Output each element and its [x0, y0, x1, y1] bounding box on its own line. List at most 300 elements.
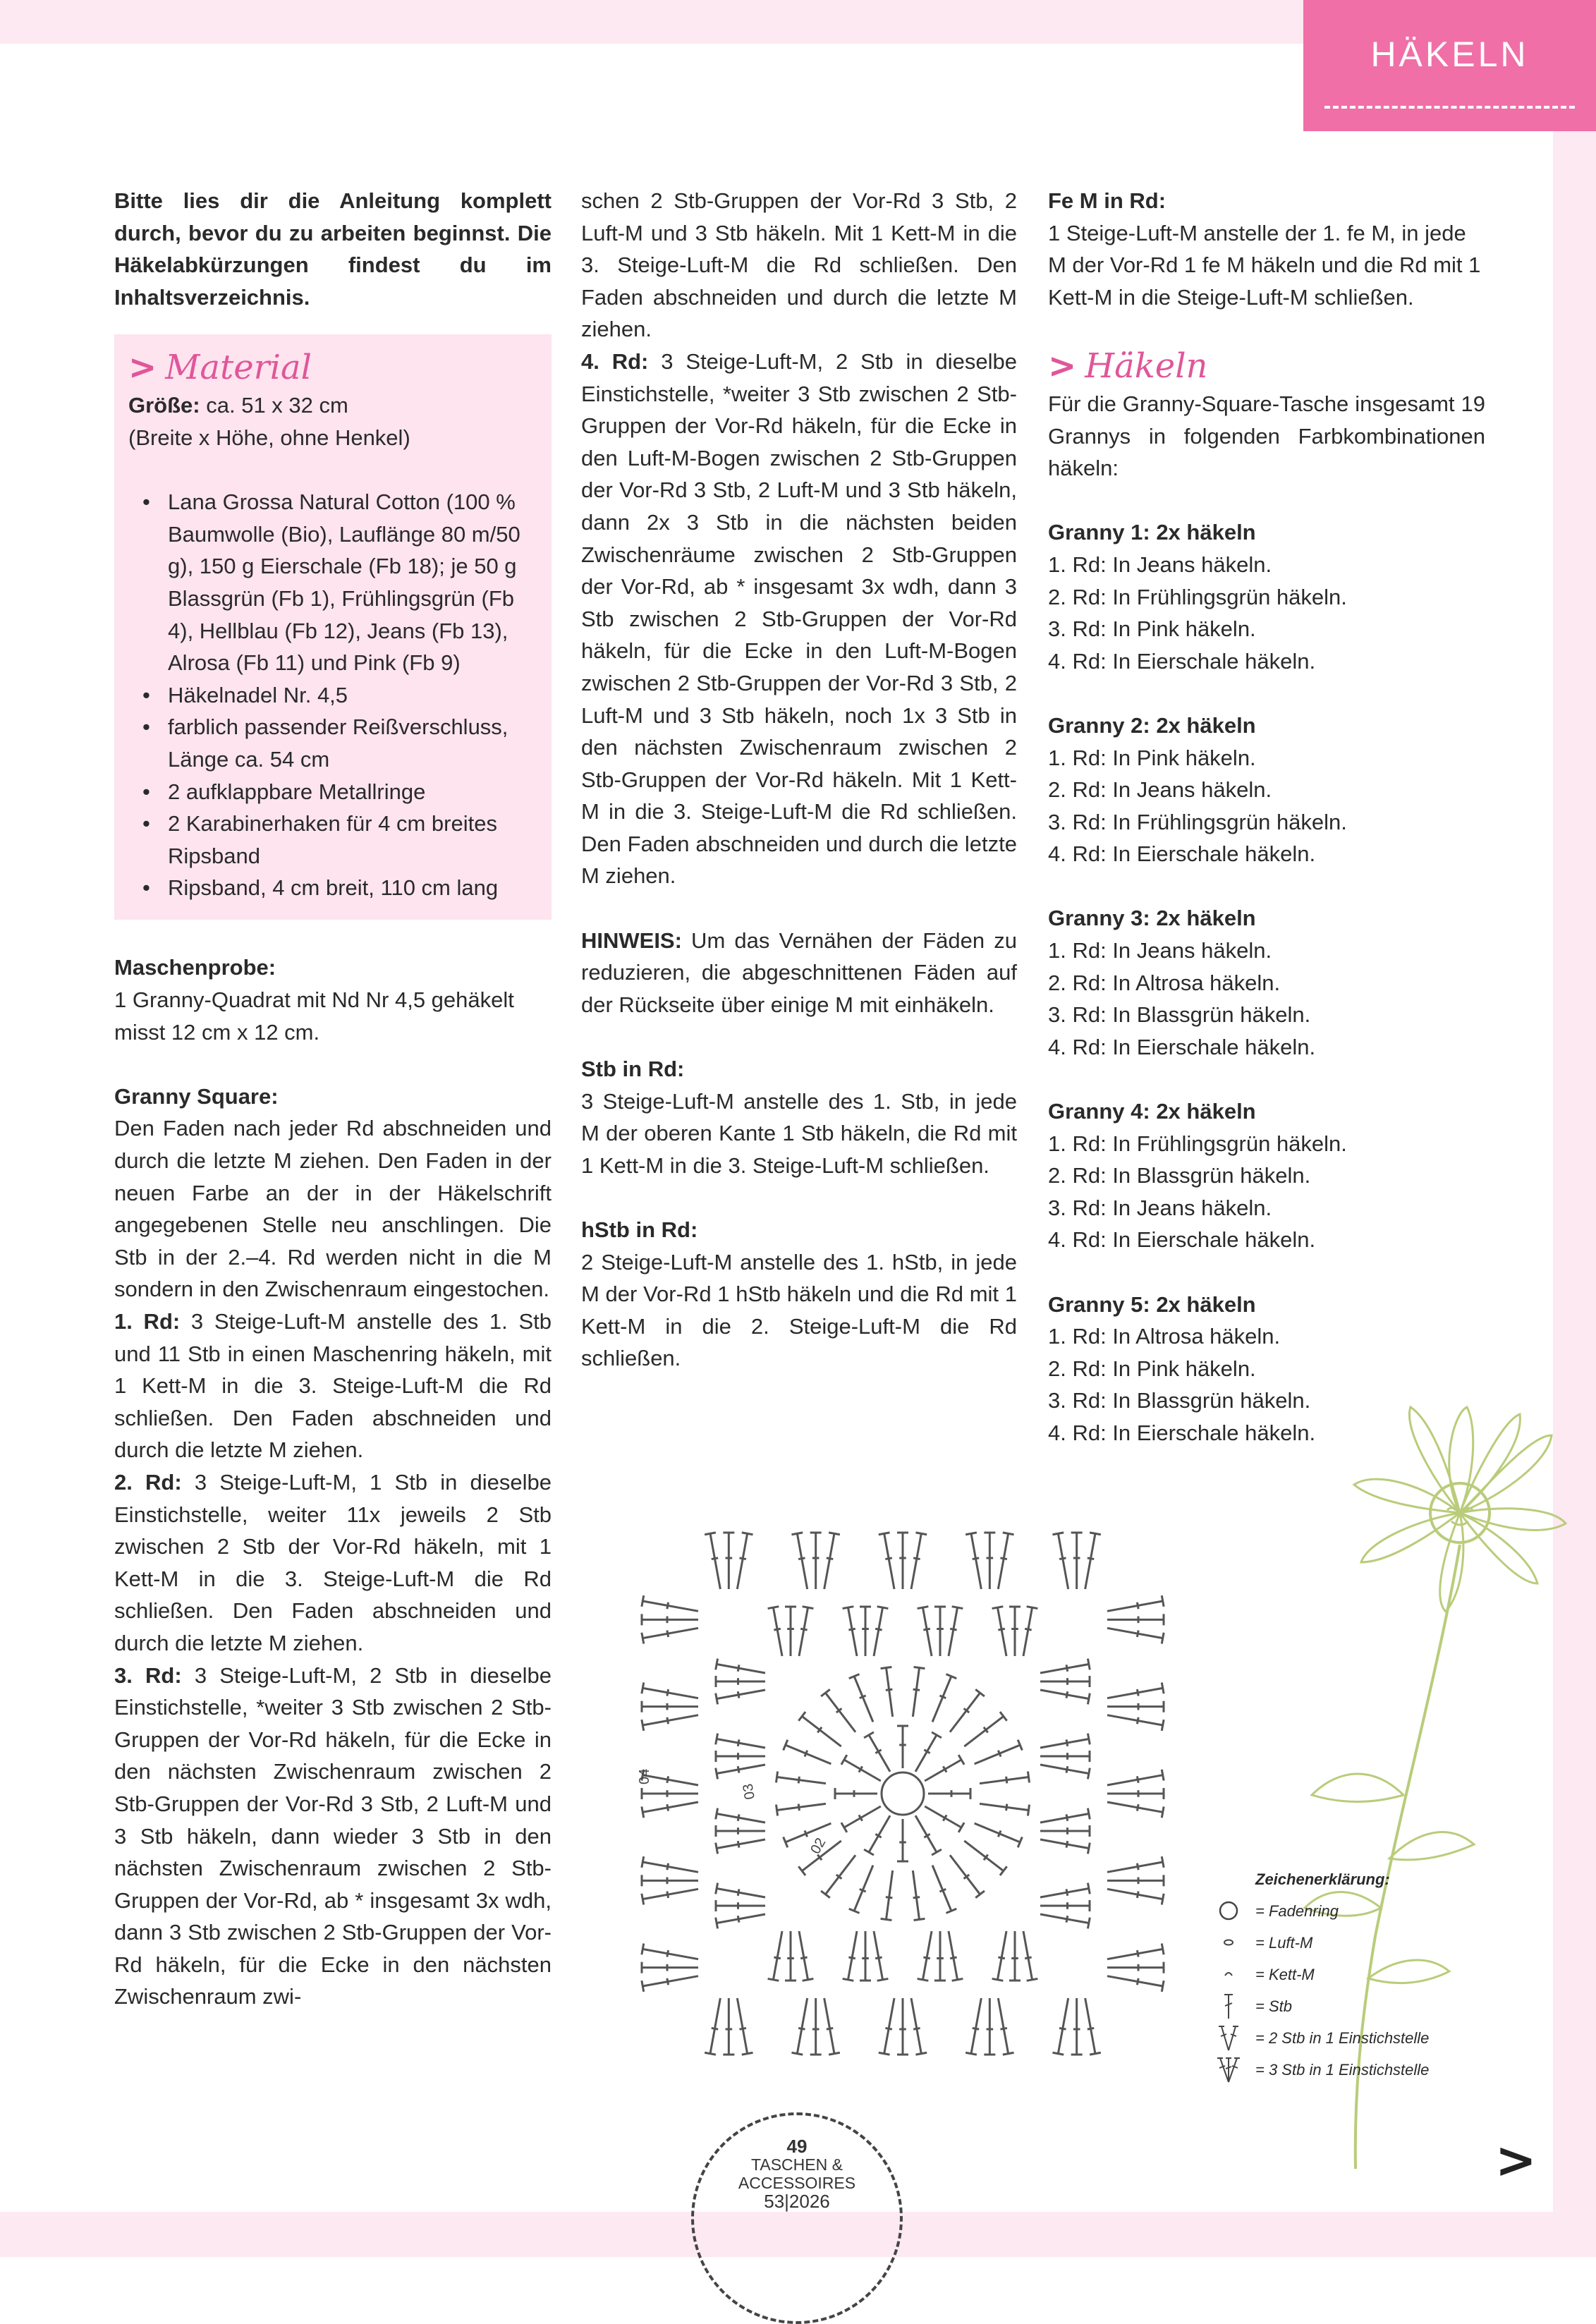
- round2-stitch-cap: [776, 1805, 777, 1816]
- round4-stitch-cap: [705, 1533, 716, 1535]
- round3-stitch-cap: [843, 1607, 854, 1609]
- granny-row: 3. Rd: In Pink häkeln.: [1048, 616, 1256, 642]
- round3-stitch-bar: [1066, 1691, 1068, 1698]
- round3-stitch-cap: [716, 1659, 718, 1670]
- round2-stitch-bar: [1006, 1804, 1007, 1811]
- granny-row: 1. Rd: In Jeans häkeln.: [1048, 938, 1272, 963]
- round2-stitch: [975, 1745, 1021, 1764]
- round4-stitch-cap: [791, 1533, 803, 1535]
- legend-text: = Stb: [1255, 1997, 1292, 2015]
- round4-stitch: [971, 1998, 981, 2054]
- stb-heading-text: Stb in Rd:: [581, 1057, 685, 1082]
- round4-stitch-cap: [642, 1682, 644, 1693]
- round1-stitch-bar: [943, 1815, 946, 1820]
- round2-stitch-bar: [860, 1889, 866, 1892]
- round3-stitch-cap: [877, 1978, 889, 1981]
- round4-stitch-bar: [1137, 1891, 1138, 1897]
- magazine-name-1: TASCHEN &: [751, 2155, 843, 2174]
- round4-stitch: [1107, 1802, 1163, 1812]
- round3-stitch: [1040, 1813, 1089, 1823]
- round4-stitch-bar: [827, 1558, 833, 1559]
- round3-stitch: [949, 1607, 958, 1656]
- magic-ring-icon: [1213, 1895, 1248, 1927]
- round3-stitch: [874, 1931, 883, 1980]
- round4-stitch-bar: [1000, 2028, 1006, 2029]
- round2-stitch: [950, 1855, 980, 1894]
- round2-stitch: [950, 1693, 980, 1732]
- round3-stitch-cap: [716, 1808, 718, 1820]
- round4-stitch: [642, 1715, 698, 1725]
- round3-stitch-cap: [768, 1978, 779, 1981]
- round-4: [581, 346, 1017, 892]
- round4-stitch: [1107, 1775, 1163, 1785]
- granny-title: Granny 5: 2x häkeln: [1048, 1291, 1256, 1317]
- round4-stitch-cap: [742, 1533, 753, 1535]
- round2-stitch: [777, 1803, 826, 1810]
- round3-stitch: [717, 1813, 765, 1823]
- round-4-label: 4. Rd:: [581, 348, 649, 374]
- round3-stitch-bar: [923, 1957, 930, 1959]
- round-1: [114, 1306, 552, 1466]
- granny-row: 2. Rd: In Blassgrün häkeln.: [1048, 1163, 1311, 1188]
- round3-stitch: [848, 1607, 857, 1656]
- round4-stitch-cap: [1003, 2052, 1014, 2055]
- round1-stitch-bar: [875, 1834, 881, 1837]
- round4-stitch: [1107, 1949, 1163, 1959]
- round3-stitch: [1023, 1607, 1032, 1656]
- round4-stitch-cap: [642, 1856, 644, 1868]
- round3-stitch: [1040, 1765, 1089, 1774]
- round3-stitch-cap: [1088, 1843, 1090, 1854]
- round4-stitch: [642, 1802, 698, 1812]
- round4-stitch-bar: [667, 1717, 669, 1724]
- round4-stitch-cap: [1162, 1682, 1164, 1693]
- round4-stitch-bar: [739, 1558, 745, 1559]
- section-label: HÄKELN: [1370, 35, 1529, 74]
- material-item: • Lana Grossa Natural Cotton (100 % Baumwolle (Bio), Lauflänge 80 m/50 g), 150 g Eierschale (Fb 18); je 50 g Blassgrün (Fb 1), Frühlingsgrün (Fb 4), Hellblau (Fb 12), Jeans (Fb 13), Alrosa (Fb 11) und Pink (Fb 9): [128, 486, 537, 679]
- hint-text: Um das Vernähen der Fäden zu reduzieren, die abgeschnittenen Fäden auf der Rückseite über einige M mit einhäkeln.: [581, 927, 1017, 1017]
- round4-stitch-bar: [1059, 1558, 1066, 1559]
- round2-stitch: [777, 1777, 826, 1784]
- round1-stitch-bar: [859, 1766, 863, 1772]
- round-3-text: 3 Steige-Luft-M, 2 Stb in dieselbe Einstichstelle, *weiter 3 Stb zwischen 2 Stb-Gruppen der Vor-Rd häkeln, für die Ecke in den nächsten Zwischenraum zwischen 2 Stb-Gruppen der Vor-Rd 3 Stb, 2 Luft-M und 3 Stb häkeln, dann wieder 3 Stb in den nächsten Zwischenraum zwischen 2 Stb-Gruppen der Vor-Rd, ab * insgesamt 3x wdh, dann 3 Stb zwischen 2 Stb-Gruppen der Vor-Rd häkeln, für die Ecke in den nächsten Zwischenraum zwi-: [114, 1662, 552, 2009]
- legend-text: = 3 Stb in 1 Einstichstelle: [1255, 2061, 1430, 2079]
- page-badge-text: [705, 2137, 889, 2210]
- round3-stitch: [1040, 1664, 1089, 1673]
- round2-stitch: [932, 1866, 951, 1911]
- round3-stitch-cap: [716, 1843, 718, 1854]
- chevron-right-icon: >: [1048, 346, 1077, 386]
- round4-stitch-bar: [1137, 1689, 1138, 1696]
- round2-stitch: [980, 1777, 1028, 1784]
- round3-stitch-cap: [918, 1607, 929, 1609]
- round4-stitch: [824, 1533, 834, 1589]
- round3-stitch-bar: [800, 1629, 807, 1630]
- round3-stitch: [997, 1607, 1006, 1656]
- round4-stitch-cap: [1162, 1770, 1164, 1781]
- round4-stitch: [1058, 1533, 1068, 1589]
- round3-stitch-cap: [952, 1978, 963, 1981]
- round4-stitch: [642, 1628, 698, 1638]
- round3-stitch-bar: [1066, 1739, 1068, 1746]
- round2-stitch-bar: [998, 1751, 1001, 1757]
- intro-text: Bitte lies dir die Anleitung komplett durch, bevor du zu arbeiten beginnst. Die Häkelabkürzungen findest du im Inhaltsverzeichnis.: [114, 188, 552, 310]
- round3-stitch-bar: [774, 1957, 780, 1959]
- magazine-name-2: ACCESSOIRES: [738, 2174, 856, 2192]
- round2-stitch: [825, 1693, 855, 1732]
- round2-stitch-bar: [886, 1689, 893, 1690]
- legend-text: = 2 Stb in 1 Einstichstelle: [1255, 2029, 1430, 2047]
- round3-stitch: [1040, 1914, 1089, 1923]
- round4-stitch-bar: [667, 1863, 669, 1870]
- round3-stitch-bar: [774, 1629, 780, 1630]
- round4-stitch-bar: [1137, 1776, 1138, 1782]
- round2-stitch-cap: [776, 1772, 777, 1783]
- round4-stitch-cap: [642, 1806, 644, 1818]
- round3-stitch-cap: [1088, 1768, 1090, 1779]
- round3-stitch: [922, 1931, 932, 1980]
- section-divider: [1324, 106, 1575, 109]
- granny-title: Granny 1: 2x häkeln: [1048, 520, 1256, 545]
- round2-stitch-cap: [914, 1918, 925, 1920]
- round4-stitch-cap: [1162, 1981, 1164, 1992]
- legend-text: = Fadenring: [1255, 1902, 1339, 1920]
- round4-stitch: [642, 1949, 698, 1959]
- round4-stitch-cap: [879, 1533, 890, 1535]
- round4-stitch-bar: [798, 1558, 805, 1559]
- round4-stitch-bar: [667, 1978, 669, 1985]
- spacer: [114, 1048, 552, 1081]
- column-3: [1048, 185, 1485, 1449]
- round3-stitch-bar: [738, 1691, 739, 1698]
- legend-row: [1213, 1959, 1509, 1990]
- round-2-text: 3 Steige-Luft-M, 1 Stb in dieselbe Einstichstelle, weiter 11x jeweils 2 Stb zwischen 2 Stb der Vor-Rd häkeln, mit 1 Kett-M in die 3. Steige-Luft-M die Rd schließen. Den Faden abschneiden und durch die letzte M ziehen.: [114, 1469, 552, 1655]
- haekeln-text: Für die Granny-Square-Tasche insgesamt 19 Grannys in folgenden Farbkombinationen häkeln:: [1048, 391, 1485, 481]
- section-tab: [1303, 0, 1596, 131]
- granny-block-2: [1048, 710, 1485, 870]
- round1-stitch: [844, 1760, 881, 1781]
- round2-stitch-bar: [805, 1830, 808, 1837]
- granny-row: 1. Rd: In Frühlingsgrün häkeln.: [1048, 1131, 1347, 1156]
- round3-stitch-cap: [716, 1883, 718, 1894]
- round2-stitch: [964, 1841, 1004, 1871]
- legend-title: Zeichenerklärung:: [1255, 1870, 1390, 1888]
- round4-stitch-cap: [1162, 1720, 1164, 1731]
- round4-stitch-cap: [1003, 1533, 1014, 1535]
- round3-stitch-bar: [998, 1629, 1004, 1630]
- round2-stitch-bar: [886, 1897, 893, 1898]
- round4-stitch-bar: [1137, 1717, 1138, 1724]
- next-page-icon[interactable]: >: [1495, 2131, 1537, 2189]
- granny-row: 2. Rd: In Altrosa häkeln.: [1048, 970, 1281, 995]
- round3-stitch-cap: [918, 1978, 929, 1981]
- legend-row: [1213, 1895, 1509, 1927]
- haekeln-heading-text: Häkeln: [1085, 346, 1208, 386]
- round1-stitch-bar: [943, 1766, 946, 1772]
- spacer: [128, 454, 537, 487]
- granny-row: 3. Rd: In Blassgrün häkeln.: [1048, 1388, 1311, 1413]
- round-2-label: 2. Rd:: [114, 1469, 182, 1495]
- granny-row: 2. Rd: In Pink häkeln.: [1048, 1356, 1256, 1381]
- round3-stitch-bar: [738, 1665, 739, 1671]
- round3-stitch-cap: [1027, 1978, 1038, 1981]
- round-label-4: 04: [637, 1768, 652, 1784]
- round1-stitch: [844, 1806, 881, 1827]
- round2-stitch: [913, 1870, 919, 1919]
- hint: [581, 925, 1017, 1021]
- column-1: [114, 185, 552, 2013]
- spacer: [114, 920, 552, 952]
- round4-stitch-cap: [1162, 1595, 1164, 1607]
- round4-stitch-bar: [885, 1558, 891, 1559]
- round4-stitch-bar: [1000, 1558, 1006, 1559]
- round3-stitch-bar: [1066, 1916, 1068, 1922]
- round4-stitch-cap: [642, 1894, 644, 1905]
- round2-stitch-bar: [913, 1897, 920, 1898]
- round3-stitch-cap: [716, 1768, 718, 1779]
- round3-stitch: [717, 1914, 765, 1923]
- slip-stitch-icon: [1213, 1959, 1248, 1990]
- round3-stitch: [799, 1607, 808, 1656]
- round3-stitch: [717, 1690, 765, 1699]
- round3-stitch: [717, 1739, 765, 1748]
- round3-stitch: [717, 1664, 765, 1673]
- legend-text: = Luft-M: [1255, 1934, 1313, 1952]
- round3-stitch-cap: [843, 1978, 854, 1981]
- round4-stitch-bar: [827, 2028, 833, 2029]
- round3-stitch: [922, 1607, 932, 1656]
- round4-stitch: [1107, 1601, 1163, 1611]
- round3-stitch: [773, 1607, 782, 1656]
- round4-stitch: [1107, 1628, 1163, 1638]
- legend-row: [1213, 1990, 1509, 2022]
- round4-stitch-cap: [1162, 1894, 1164, 1905]
- round2-stitch: [913, 1668, 919, 1717]
- size-value: ca. 51 x 32 cm: [200, 393, 348, 418]
- round4-stitch-cap: [1162, 1943, 1164, 1954]
- granny-text: Den Faden nach jeder Rd abschneiden und durch die letzte M ziehen. Den Faden in der neuen Farbe an der in der Häkelschrift angegebenen Stelle neu anschlingen. Die Stb in der 2.–4. Rd werden nicht in die M sondern in den Zwischenraum eingestochen.: [114, 1116, 552, 1302]
- round2-stitch: [786, 1745, 831, 1764]
- round-3: [114, 1660, 552, 2014]
- round3-stitch-bar: [848, 1957, 855, 1959]
- granny-block-1: [1048, 516, 1485, 677]
- round4-stitch-bar: [1059, 2028, 1066, 2029]
- round2-stitch-bar: [939, 1889, 946, 1892]
- round4-stitch-bar: [1088, 2028, 1094, 2029]
- round2-stitch-bar: [798, 1777, 799, 1784]
- spacer: [581, 1181, 1017, 1214]
- round4-stitch-cap: [705, 2052, 716, 2055]
- size-line: [128, 389, 537, 422]
- legend-text: = Kett-M: [1255, 1966, 1315, 1983]
- round4-stitch: [998, 1998, 1008, 2054]
- round4-stitch-cap: [1090, 1533, 1101, 1535]
- hstb-heading: [581, 1214, 1017, 1246]
- granny-row: 4. Rd: In Eierschale häkeln.: [1048, 1034, 1316, 1059]
- round1-stitch: [869, 1815, 890, 1852]
- round3-stitch-bar: [950, 1957, 956, 1959]
- round1-stitch: [915, 1735, 937, 1772]
- round4-stitch-bar: [973, 2028, 979, 2029]
- round2-stitch: [825, 1855, 855, 1894]
- round4-stitch-bar: [667, 1804, 669, 1811]
- round3-stitch-bar: [1066, 1814, 1068, 1820]
- round2-stitch-bar: [805, 1751, 808, 1757]
- magic-ring-symbol: [882, 1772, 924, 1815]
- round4-stitch-cap: [642, 1981, 644, 1992]
- round4-stitch: [1107, 1715, 1163, 1725]
- granny-title: Granny 2: 2x häkeln: [1048, 712, 1256, 738]
- round4-stitch-bar: [667, 1602, 669, 1609]
- round-4-text: 3 Steige-Luft-M, 2 Stb in dieselbe Einstichstelle, *weiter 3 Stb zwischen 2 Stb-Gruppen der Vor-Rd häkeln, für die Ecke in den Luft-M-Bogen zwischen 2 Stb-Gruppen der Vor-Rd 3 Stb, 2 Luft-M und 3 Stb häkeln, dann 2x 3 Stb in die nächsten beiden Zwischenräume zwischen 2 Stb-Gruppen der Vor-Rd, ab * insgesamt 3x wdh, dann 3 Stb zwischen 2 Stb-Gruppen der Vor-Rd häkeln, für die Ecke in den Luft-M-Bogen zwischen 2 Stb-Gruppen der Vor-Rd 3 Stb, 2 Luft-M und 3 Stb häkeln, noch 1x 3 Stb in den nächsten Zwischenraum zwischen 2 Stb-Gruppen der Vor-Rd häkeln. Mit 1 Kett-M in die 3. Steige-Luft-M die Rd schließen. Den Faden abschneiden und durch die letzte M ziehen.: [581, 348, 1017, 889]
- round3-stitch: [848, 1931, 857, 1980]
- spacer: [1048, 313, 1485, 346]
- spacer: [1048, 1256, 1485, 1289]
- round3-stitch: [773, 1931, 782, 1980]
- round-3-label: 3. Rd:: [114, 1662, 182, 1688]
- round4-stitch-cap: [642, 1943, 644, 1954]
- round3-stitch-bar: [1066, 1841, 1068, 1847]
- granny-row: 1. Rd: In Altrosa häkeln.: [1048, 1324, 1281, 1349]
- round4-stitch-cap: [1162, 1856, 1164, 1868]
- round4-stitch: [998, 1533, 1008, 1589]
- round4-stitch: [642, 1889, 698, 1899]
- round3-stitch: [1040, 1839, 1089, 1849]
- round4-stitch: [1085, 1533, 1095, 1589]
- round1-stitch: [925, 1806, 961, 1827]
- round4-stitch-cap: [965, 1533, 977, 1535]
- round4-stitch: [1107, 1889, 1163, 1899]
- round4-stitch-cap: [879, 2052, 890, 2055]
- hstb-heading-text: hStb in Rd:: [581, 1217, 698, 1242]
- granny-row: 1. Rd: In Pink häkeln.: [1048, 745, 1256, 770]
- round3-stitch-cap: [1088, 1734, 1090, 1745]
- round4-stitch-bar: [913, 2028, 920, 2029]
- round3-stitch-bar: [738, 1766, 739, 1772]
- round2-stitch: [802, 1716, 841, 1746]
- round3-stitch-bar: [1066, 1665, 1068, 1671]
- round-1-text: 3 Steige-Luft-M anstelle des 1. Stb und 11 Stb in einen Maschenring häkeln, mit 1 Kett-M in die 3. Steige-Luft-M die Rd schließen. Den Faden abschneiden und durch die letzte M ziehen.: [114, 1309, 552, 1463]
- granny-row: 4. Rd: In Eierschale häkeln.: [1048, 1420, 1316, 1445]
- round3-stitch-bar: [738, 1889, 739, 1895]
- round4-stitch-bar: [1137, 1978, 1138, 1985]
- round4-stitch-bar: [667, 1630, 669, 1636]
- gauge-heading: [114, 951, 552, 984]
- round4-stitch: [737, 1998, 747, 2054]
- round4-stitch-bar: [913, 1558, 920, 1559]
- round4-stitch: [642, 1976, 698, 1986]
- issue-number: 53|2026: [764, 2191, 830, 2212]
- round4-stitch-bar: [973, 1558, 979, 1559]
- round2-stitch: [786, 1823, 831, 1842]
- round2-stitch-bar: [939, 1696, 946, 1698]
- fem-heading: [1048, 185, 1485, 217]
- round4-stitch: [911, 1998, 921, 2054]
- round2-stitch-bar: [998, 1830, 1001, 1837]
- legend-row: [1213, 1927, 1509, 1959]
- round4-stitch-cap: [642, 1595, 644, 1607]
- round3-stitch-cap: [1088, 1693, 1090, 1705]
- round4-stitch: [1107, 1688, 1163, 1698]
- round4-stitch-cap: [829, 2052, 840, 2055]
- round1-stitch: [925, 1760, 961, 1781]
- granny-heading-text: Granny Square:: [114, 1083, 279, 1109]
- round3-stitch-cap: [803, 1978, 814, 1981]
- round3-stitch-bar: [738, 1814, 739, 1820]
- granny-title: Granny 3: 2x häkeln: [1048, 906, 1256, 931]
- round3-stitch-bar: [875, 1629, 882, 1630]
- hint-label: HINWEIS:: [581, 927, 682, 953]
- material-box: [114, 334, 552, 920]
- round4-stitch-cap: [642, 1633, 644, 1644]
- round1-stitch-bar: [924, 1750, 930, 1753]
- granny-row: 1. Rd: In Jeans häkeln.: [1048, 552, 1272, 577]
- round4-stitch-bar: [1137, 1863, 1138, 1870]
- round4-stitch: [1058, 1998, 1068, 2054]
- round4-stitch-cap: [642, 1720, 644, 1731]
- crochet-chart: [607, 1499, 1213, 2084]
- round3-stitch-cap: [1088, 1883, 1090, 1894]
- granny-row: 3. Rd: In Frühlingsgrün häkeln.: [1048, 809, 1347, 834]
- round4-stitch-cap: [1052, 1533, 1064, 1535]
- round3-stitch-cap: [1088, 1659, 1090, 1670]
- gauge-text: 1 Granny-Quadrat mit Nd Nr 4,5 gehäkelt misst 12 cm x 12 cm.: [114, 987, 514, 1045]
- fem-text: 1 Steige-Luft-M anstelle der 1. fe M, in jede M der Vor-Rd 1 fe M häkeln und die Rd mit 1 Kett-M in die Steige-Luft-M schließen.: [1048, 220, 1481, 310]
- round3-stitch: [949, 1931, 958, 1980]
- size-label: Größe:: [128, 393, 200, 418]
- granny-heading: [114, 1081, 552, 1113]
- round2-stitch: [854, 1677, 873, 1722]
- round2-stitch: [854, 1866, 873, 1911]
- round3-stitch-cap: [992, 1607, 1004, 1609]
- round2-stitch: [980, 1803, 1028, 1810]
- granny-row: 3. Rd: In Blassgrün häkeln.: [1048, 1002, 1311, 1028]
- round4-stitch-cap: [742, 2052, 753, 2055]
- material-item: • Ripsband, 4 cm breit, 110 cm lang: [128, 872, 537, 904]
- round4-stitch-bar: [712, 1558, 718, 1559]
- two-dc-same-stitch-icon: [1213, 2022, 1248, 2054]
- material-heading-text: Material: [165, 348, 312, 388]
- round4-stitch: [642, 1862, 698, 1872]
- material-item: • farblich passender Reißverschluss, Länge ca. 54 cm: [128, 711, 537, 775]
- material-list: [128, 486, 537, 904]
- round4-stitch-cap: [1162, 1806, 1164, 1818]
- gauge-heading-text: Maschenprobe:: [114, 955, 276, 980]
- round2-stitch: [964, 1716, 1004, 1746]
- round3-stitch-bar: [998, 1957, 1004, 1959]
- round3-stitch-bar: [738, 1739, 739, 1746]
- granny-title: Granny 4: 2x häkeln: [1048, 1099, 1256, 1124]
- round3-stitch-cap: [716, 1734, 718, 1745]
- round2-stitch-cap: [881, 1918, 892, 1920]
- round4-stitch-cap: [1090, 2052, 1101, 2055]
- round3-stitch-bar: [738, 1916, 739, 1922]
- round3-stitch-bar: [1066, 1766, 1068, 1772]
- round2-stitch-cap: [914, 1667, 925, 1668]
- round4-stitch: [884, 1998, 894, 2054]
- round2-stitch-cap: [881, 1667, 892, 1668]
- granny-row: 4. Rd: In Eierschale häkeln.: [1048, 648, 1316, 674]
- round-label-2: 02: [808, 1835, 829, 1857]
- round4-stitch: [642, 1688, 698, 1698]
- granny-block-3: [1048, 902, 1485, 1063]
- round3-stitch: [1040, 1739, 1089, 1748]
- spacer: [1048, 870, 1485, 903]
- stb-text: 3 Steige-Luft-M anstelle des 1. Stb, in jede M der oberen Kante 1 Stb häkeln, die Rd mit 1 Kett-M in die 3. Steige-Luft-M schließen.: [581, 1088, 1017, 1178]
- material-item: • 2 aufklappbare Metallringe: [128, 776, 537, 808]
- round2-stitch-bar: [1006, 1777, 1007, 1784]
- round3-stitch-bar: [1066, 1889, 1068, 1895]
